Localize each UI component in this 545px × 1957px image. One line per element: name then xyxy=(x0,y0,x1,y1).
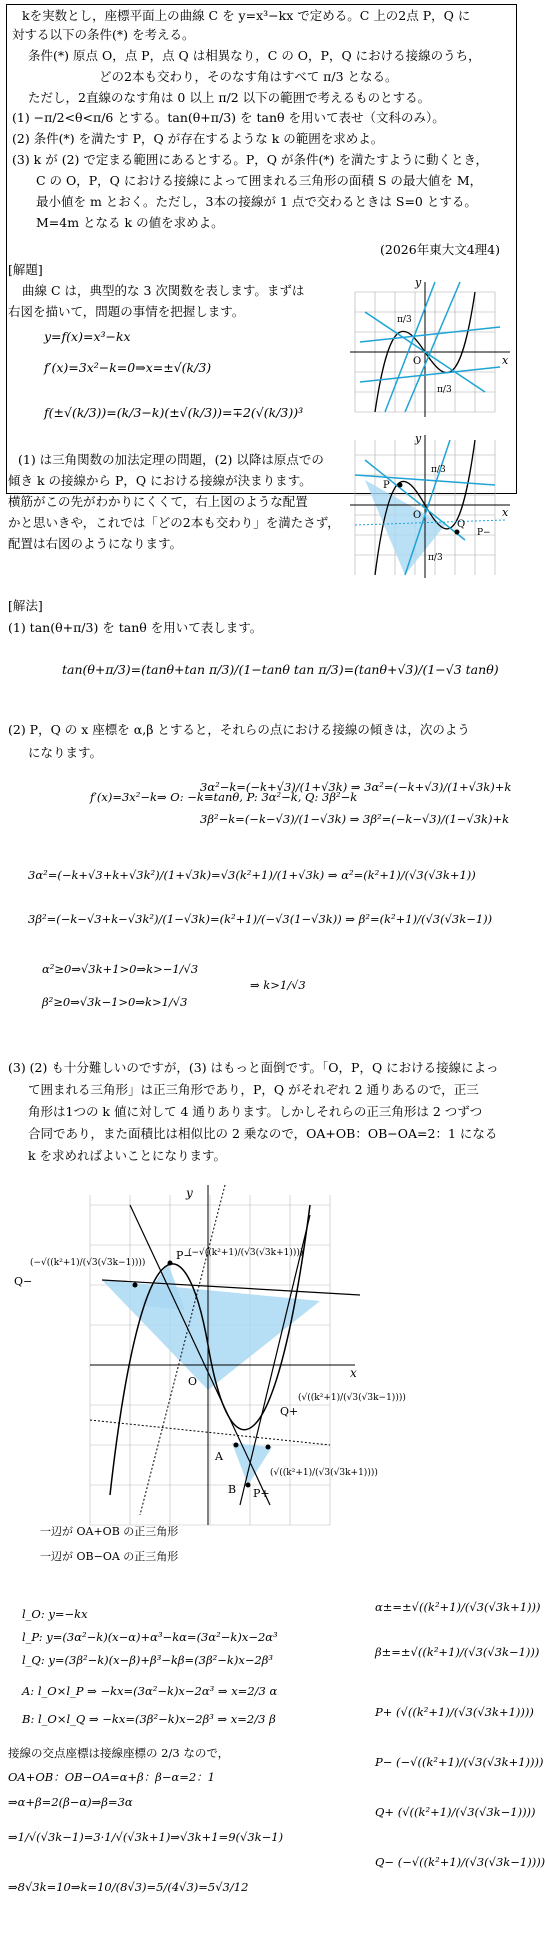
y-label: y xyxy=(186,1186,193,1200)
right-eq: Q− (−√((k²+1)/(√3(√3k−1)))) xyxy=(375,1855,545,1869)
final-eq: OA+OB：OB−OA=α+β：β−α=2：1 xyxy=(8,1770,215,1784)
x-label: x xyxy=(350,1366,357,1380)
part1-equation: tan(θ+π/3)=(tanθ+tan π/3)/(1−tanθ tan π/3)=(tanθ+√3)/(1−√3 tanθ) xyxy=(62,662,499,677)
right-eq: P− (−√((k²+1)/(√3(√3k+1)))) xyxy=(375,1755,544,1769)
coord-Qm: (−√((k²+1)/(√3(√3k−1)))) xyxy=(30,1258,146,1268)
intro-line: 右図を描いて，問題の事情を把握します。 xyxy=(8,304,245,319)
point-Pm-label: P− xyxy=(477,528,491,538)
y-label: y xyxy=(415,432,422,445)
coord-Pm: (−√((k²+1)/(√3(√3k+1)))) xyxy=(188,1248,304,1258)
final-eq: l_O: y=−kx xyxy=(22,1607,88,1621)
angle-label: π/3 xyxy=(437,385,452,395)
problem-line: M=4m となる k の値を求めよ。 xyxy=(36,215,224,230)
part3-text: (3) (2) も十分難しいのですが，(3) はもっと面倒です。「O，P，Q における接線によっ xyxy=(8,1060,499,1075)
part2-eq: α²≥0⇒√3k+1>0⇒k>−1/√3 xyxy=(42,962,199,976)
problem-line: (1) −π/2<θ<π/6 とする。tan(θ+π/3) を tanθ を用いて表せ（文科のみ）。 xyxy=(12,110,445,125)
part2-eq: ⇒ k>1/√3 xyxy=(250,978,306,992)
figure-cubic-2 xyxy=(345,430,520,580)
right-eq: Q+ (√((k²+1)/(√3(√3k−1)))) xyxy=(375,1805,536,1819)
part3-text: k を求めればよいことになります。 xyxy=(28,1148,227,1163)
final-eq: ⇒8√3k=10⇒k=10/(8√3)=5/(4√3)=5√3/12 xyxy=(8,1880,249,1894)
point-B-label: B xyxy=(228,1483,237,1496)
origin-label: O xyxy=(413,356,422,367)
coord-Pp: (√((k²+1)/(√3(√3k+1)))) xyxy=(270,1468,378,1478)
final-eq: l_P: y=(3α²−k)(x−α)+α³−kα=(3α²−k)x−2α³ xyxy=(22,1630,278,1644)
problem-source: (2026年東大文4理4) xyxy=(380,242,500,257)
point-A-label: A xyxy=(215,1450,223,1463)
y-label: y xyxy=(415,276,422,289)
final-eq: ⇒α+β=2(β−α)⇒β=3α xyxy=(8,1795,133,1809)
intro-line: 曲線 C は，典型的な 3 次関数を表します。まずは xyxy=(22,283,305,298)
problem-line: (3) k が (2) で定まる範囲にあるとする。P，Q が条件(*) を満たすように動くとき， xyxy=(12,152,488,167)
point-Qm-label: Q− xyxy=(14,1275,33,1288)
figure-cubic-1 xyxy=(345,272,520,422)
eq-extrema: f(±√(k/3))=(k/3−k)(±√(k/3))=∓2(√(k/3))³ xyxy=(44,405,304,420)
para-line: 配置は右図のようになります。 xyxy=(8,536,183,551)
para-line: (1) は三角関数の加法定理の問題，(2) 以降は原点での xyxy=(18,452,324,467)
eq-curve: y=f(x)=x³−kx xyxy=(44,329,131,344)
heading-kaidai: [解題] xyxy=(8,262,43,277)
problem-line: どの2本も交わり，そのなす角はすべて π/3 となる。 xyxy=(99,69,398,84)
angle-label: π/3 xyxy=(428,553,443,563)
final-eq: A: l_O×l_P ⇒ −kx=(3α²−k)x−2α³ ⇒ x=2/3 α xyxy=(22,1684,278,1698)
final-eq: ⇒1/√(√3k−1)=3·1/√(√3k+1)⇒√3k+1=9(√3k−1) xyxy=(8,1830,284,1844)
problem-line: 対する以下の条件(*) を考える。 xyxy=(12,27,195,42)
x-label: x xyxy=(502,506,509,519)
point-Pm-label: P− xyxy=(176,1249,193,1262)
part2-text: になります。 xyxy=(28,745,103,760)
right-eq: P+ (√((k²+1)/(√3(√3k+1)))) xyxy=(375,1705,534,1719)
para-line: 傾き k の接線から P，Q における接線が決まります。 xyxy=(8,473,312,488)
part3-text: 角形は1つの k 値に対して 4 通りあります。しかしそれらの正三角形は 2 つずつ xyxy=(28,1104,483,1119)
point-Qp-label: Q+ xyxy=(280,1405,299,1418)
problem-line: C の O，P，Q における接線によって囲まれる三角形の面積 S の最大値を M， xyxy=(36,173,483,188)
legend-1: 一辺が OA+OB の正三角形 xyxy=(40,1525,179,1538)
figure-triangles xyxy=(10,1175,430,1575)
origin-label: O xyxy=(413,510,422,521)
para-line: かと思いきや，これでは「どの2本も交わり」を満たさず， xyxy=(8,515,340,530)
part3-text: 合同であり，また面積比は相似比の 2 乗なので，OA+OB：OB−OA=2：1 になる xyxy=(28,1126,498,1141)
part2-eq: β²≥0⇒√3k−1>0⇒k>1/√3 xyxy=(42,995,188,1009)
angle-label: π/3 xyxy=(397,315,412,325)
part2-eq: f′(x)=3x²−k⇒ O: −k≡tanθ, P: 3α²−k, Q: 3β²−k xyxy=(90,790,358,804)
final-eq: 接線の交点座標は接線座標の 2/3 なので， xyxy=(8,1746,230,1760)
final-eq: B: l_O×l_Q ⇒ −kx=(3β²−k)x−2β³ ⇒ x=2/3 β xyxy=(22,1712,276,1726)
point-Pp-label: P+ xyxy=(253,1487,270,1500)
part2-eq: 3α²=(−k+√3+k+√3k²)/(1+√3k)=√3(k²+1)/(1+√3k) ⇒ α²=(k²+1)/(√3(√3k+1)) xyxy=(28,868,476,882)
coord-Qp: (√((k²+1)/(√3(√3k−1)))) xyxy=(298,1393,406,1403)
angle-label: π/3 xyxy=(431,465,446,475)
part2-eq: 3β²=(−k−√3+k−√3k²)/(1−√3k)=(k²+1)/(−√3(1−√3k)) ⇒ β²=(k²+1)/(√3(√3k−1)) xyxy=(28,912,493,926)
part2-text: (2) P，Q の x 座標を α,β とすると，それらの点における接線の傾きは，次のよう xyxy=(8,722,470,737)
part1-text: (1) tan(θ+π/3) を tanθ を用いて表します。 xyxy=(8,620,263,635)
part3-text: て囲まれる三角形」は正三角形であり，P，Q がそれぞれ 2 通りあるので，正三 xyxy=(28,1082,479,1097)
problem-line: 条件(*) 原点 O，点 P，点 Q は相異なり，C の O，P，Q における接線のうち， xyxy=(28,48,481,63)
para-line: 横筋がこの先がわかりにくくて，右上図のような配置 xyxy=(8,494,308,509)
point-Q-label: Q xyxy=(457,519,466,530)
x-label: x xyxy=(502,354,509,367)
point-P-label: P xyxy=(383,480,390,491)
legend-2: 一辺が OB−OA の正三角形 xyxy=(40,1550,179,1563)
heading-method: [解法] xyxy=(8,598,43,613)
origin-label: O xyxy=(188,1375,198,1388)
part2-eq: 3α²−k=(−k+√3)/(1+√3k) ⇒ 3α²=(−k+√3)/(1+√3k)+k xyxy=(200,780,512,794)
part2-eq: 3β²−k=(−k−√3)/(1−√3k) ⇒ 3β²=(−k−√3)/(1−√3k)+k xyxy=(200,812,510,826)
problem-line: 最小値を m とおく。ただし，3本の接線が 1 点で交わるときは S=0 とする。 xyxy=(36,194,477,209)
eq-derivative: f′(x)=3x²−k=0⇒x=±√(k/3) xyxy=(44,360,212,375)
final-eq: l_Q: y=(3β²−k)(x−β)+β³−kβ=(3β²−k)x−2β³ xyxy=(22,1653,274,1667)
right-eq: β±=±√((k²+1)/(√3(√3k−1))) xyxy=(375,1645,540,1659)
problem-line: kを実数とし，座標平面上の曲線 C を y=x³−kx で定める。C 上の2点 P，Q に xyxy=(22,8,471,23)
problem-line: (2) 条件(*) を満たす P，Q が存在するような k の範囲を求めよ。 xyxy=(12,131,384,146)
problem-line: ただし，2直線のなす角は 0 以上 π/2 以下の範囲で考えるものとする。 xyxy=(28,90,431,105)
right-eq: α±=±√((k²+1)/(√3(√3k+1))) xyxy=(375,1600,541,1614)
